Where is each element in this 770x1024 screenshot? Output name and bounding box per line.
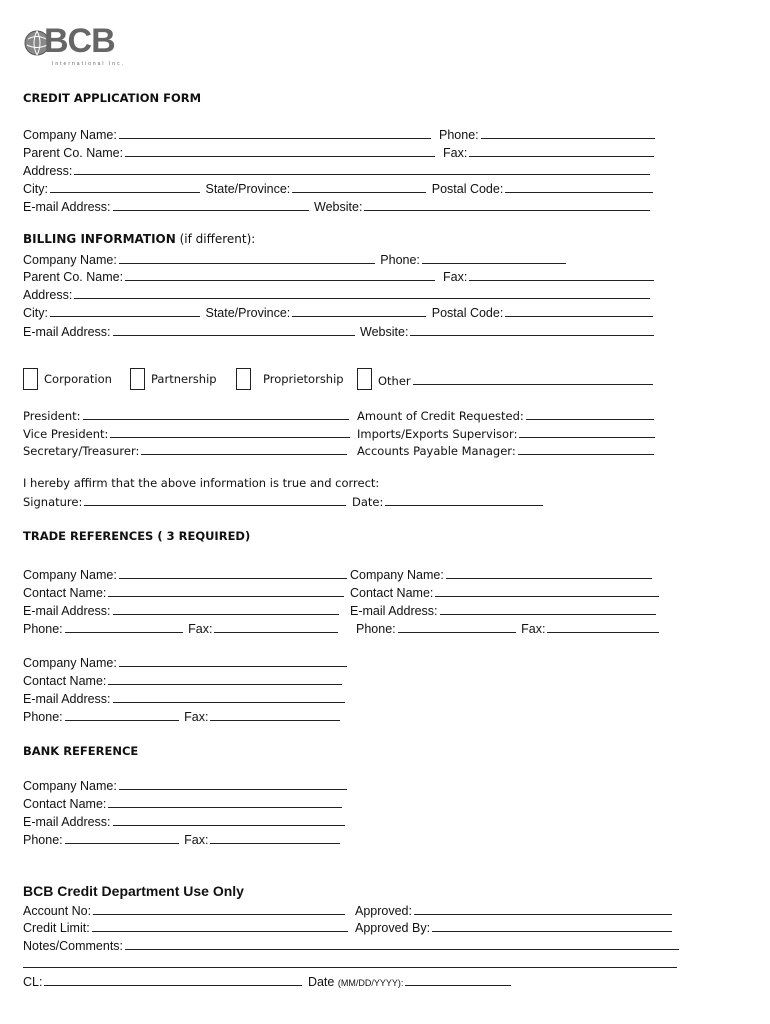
ap-manager-field[interactable] — [518, 442, 654, 455]
cl-date-format: (MM/DD/YYYY): — [337, 978, 404, 988]
trade-ref-1-phone-row — [23, 620, 349, 638]
trade-ref-3-contact-row — [23, 672, 349, 690]
cl-field[interactable] — [44, 973, 302, 986]
company-phone-label: Phone: — [439, 128, 479, 142]
billing-postal-label: Postal Code: — [431, 306, 504, 320]
billing-city-row — [23, 304, 655, 321]
president-label: President: — [23, 409, 81, 423]
other-label: Other — [378, 374, 411, 388]
account-no-row — [23, 902, 347, 919]
signature-row — [23, 493, 545, 509]
company-address-field[interactable] — [74, 162, 650, 175]
company-name-field[interactable] — [119, 126, 431, 139]
company-name-label: Company Name: — [23, 128, 117, 142]
trade-ref-2-phone-label: Phone: — [356, 622, 396, 636]
trade-ref-2-contact-field[interactable] — [435, 584, 659, 597]
trade-ref-2-email-label: E-mail Address: — [350, 604, 438, 618]
billing-postal-field[interactable] — [505, 304, 653, 317]
company-postal-field[interactable] — [505, 180, 653, 193]
company-city-label: City: — [23, 182, 48, 196]
ap-manager-row — [357, 442, 656, 458]
credit-limit-field[interactable] — [92, 919, 348, 932]
parent-co-row — [23, 144, 437, 161]
trade-ref-2-contact-row — [350, 584, 661, 602]
company-website-label: Website: — [314, 200, 363, 214]
parent-co-field[interactable] — [125, 144, 435, 157]
form-title: CREDIT APPLICATION FORM — [23, 91, 202, 105]
trade-ref-1-company-label: Company Name: — [23, 568, 117, 582]
trade-ref-2-fax-label: Fax: — [521, 622, 546, 636]
logo-subtitle: International Inc. — [52, 61, 125, 67]
credit-limit-row — [23, 919, 350, 936]
trade-ref-1 — [23, 566, 349, 638]
bank-ref-contact-field[interactable] — [108, 795, 342, 808]
billing-company-field[interactable] — [119, 251, 375, 264]
other-checkbox[interactable] — [357, 368, 372, 390]
trade-ref-1-company-field[interactable] — [119, 566, 347, 579]
trade-ref-3-contact-field[interactable] — [108, 672, 342, 685]
notes-row — [23, 937, 681, 954]
vice-president-label: Vice President: — [23, 427, 109, 441]
billing-heading-text: BILLING INFORMATION — [23, 232, 176, 246]
signature-field[interactable] — [84, 493, 346, 506]
trade-ref-3-email-row — [23, 690, 349, 708]
cl-label: CL: — [23, 975, 43, 989]
trade-ref-1-company-row — [23, 566, 349, 584]
company-city-field[interactable] — [50, 180, 200, 193]
vice-president-row — [23, 425, 352, 441]
trade-ref-3-email-field[interactable] — [113, 690, 345, 703]
ap-manager-label: Accounts Payable Manager: — [357, 444, 516, 458]
trade-ref-1-phone-label: Phone: — [23, 622, 63, 636]
company-address-label: Address: — [23, 164, 73, 178]
cl-date-label: Date — [307, 975, 335, 989]
approved-by-label: Approved By: — [355, 921, 431, 935]
trade-ref-3-email-label: E-mail Address: — [23, 692, 111, 706]
trade-ref-1-contact-field[interactable] — [108, 584, 344, 597]
secretary-row — [23, 442, 349, 458]
notes-label: Notes/Comments: — [23, 939, 124, 953]
billing-company-label: Company Name: — [23, 253, 117, 267]
account-no-label: Account No: — [23, 904, 92, 918]
billing-parent-label: Parent Co. Name: — [23, 270, 124, 284]
company-state-label: State/Province: — [205, 182, 291, 196]
logo-wordmark: BCB — [44, 22, 115, 60]
trade-ref-1-contact-label: Contact Name: — [23, 586, 107, 600]
cl-date-field[interactable] — [405, 973, 511, 986]
trade-ref-3 — [23, 654, 349, 726]
trade-ref-2-email-field[interactable] — [440, 602, 656, 615]
company-name-row — [23, 126, 433, 143]
trade-ref-3-fax-field[interactable] — [210, 708, 340, 721]
president-row — [23, 407, 351, 423]
trade-ref-2-company-row — [350, 566, 661, 584]
bank-ref-email-label: E-mail Address: — [23, 815, 111, 829]
partnership-checkbox[interactable] — [130, 368, 145, 390]
date-field[interactable] — [385, 493, 543, 506]
trade-ref-2-company-field[interactable] — [446, 566, 652, 579]
company-email-field[interactable] — [113, 198, 309, 211]
billing-address-label: Address: — [23, 288, 73, 302]
company-fax-label: Fax: — [443, 146, 468, 160]
imports-exports-field[interactable] — [519, 425, 655, 438]
trade-ref-3-contact-label: Contact Name: — [23, 674, 107, 688]
billing-state-field[interactable] — [292, 304, 426, 317]
trade-ref-3-phone-row — [23, 708, 349, 726]
trade-ref-1-email-row — [23, 602, 349, 620]
approved-by-row — [355, 919, 674, 936]
company-state-field[interactable] — [292, 180, 426, 193]
company-phone-field[interactable] — [481, 126, 655, 139]
trade-ref-3-fax-label: Fax: — [184, 710, 209, 724]
billing-parent-row — [23, 268, 437, 285]
bank-ref-email-field[interactable] — [113, 813, 345, 826]
president-field[interactable] — [83, 407, 349, 420]
billing-city-field[interactable] — [50, 304, 200, 317]
trade-ref-3-company-field[interactable] — [119, 654, 347, 667]
bank-ref-phone-row — [23, 831, 349, 849]
trade-ref-3-phone-label: Phone: — [23, 710, 63, 724]
imports-exports-label: Imports/Exports Supervisor: — [357, 427, 518, 441]
vice-president-field[interactable] — [110, 425, 350, 438]
billing-phone-field[interactable] — [422, 251, 566, 264]
trade-ref-1-contact-row — [23, 584, 349, 602]
account-no-field[interactable] — [93, 902, 345, 915]
billing-state-label: State/Province: — [205, 306, 291, 320]
affirmation-statement: I hereby affirm that the above information is true and correct: — [23, 476, 380, 490]
trade-ref-2-email-row — [350, 602, 661, 620]
trade-ref-2-contact-label: Contact Name: — [350, 586, 434, 600]
trade-ref-2-phone-row — [350, 620, 661, 638]
parent-co-label: Parent Co. Name: — [23, 146, 124, 160]
proprietorship-label: Proprietorship — [263, 372, 344, 386]
billing-email-label: E-mail Address: — [23, 325, 111, 339]
bank-ref-contact-row — [23, 795, 349, 813]
proprietorship-checkbox[interactable] — [236, 368, 251, 390]
trade-ref-2 — [350, 566, 661, 638]
date-label: Date: — [352, 495, 384, 509]
billing-website-field[interactable] — [410, 323, 654, 336]
company-phone-row — [439, 126, 657, 143]
credit-limit-label: Credit Limit: — [23, 921, 90, 935]
billing-address-row — [23, 286, 652, 303]
corporation-label: Corporation — [44, 372, 112, 386]
company-fax-field[interactable] — [469, 144, 654, 157]
notes-continuation-line[interactable] — [23, 967, 677, 968]
trade-ref-3-company-row — [23, 654, 349, 672]
trade-ref-1-fax-label: Fax: — [188, 622, 213, 636]
credit-requested-field[interactable] — [526, 407, 654, 420]
trade-ref-2-company-label: Company Name: — [350, 568, 444, 582]
billing-fax-row — [443, 268, 656, 285]
secretary-field[interactable] — [141, 442, 347, 455]
trade-ref-3-company-label: Company Name: — [23, 656, 117, 670]
bank-ref-fax-label: Fax: — [184, 833, 209, 847]
secretary-label: Secretary/Treasurer: — [23, 444, 140, 458]
bank-ref-company-row — [23, 777, 349, 795]
imports-exports-row — [357, 425, 657, 441]
company-email-label: E-mail Address: — [23, 200, 111, 214]
billing-website-label: Website: — [360, 325, 409, 339]
corporation-checkbox[interactable] — [23, 368, 38, 390]
other-row — [378, 372, 655, 388]
billing-email-field[interactable] — [113, 323, 355, 336]
approved-field[interactable] — [414, 902, 672, 915]
trade-ref-1-phone-field[interactable] — [65, 620, 183, 633]
bank-ref-company-label: Company Name: — [23, 779, 117, 793]
company-logo — [24, 24, 134, 72]
cl-row — [23, 973, 513, 991]
credit-requested-label: Amount of Credit Requested: — [357, 409, 524, 423]
billing-fax-field[interactable] — [469, 268, 654, 281]
billing-phone-label: Phone: — [380, 253, 420, 267]
trade-ref-2-fax-field[interactable] — [547, 620, 659, 633]
trade-ref-2-phone-field[interactable] — [398, 620, 516, 633]
company-fax-row — [443, 144, 656, 161]
internal-use-heading: BCB Credit Department Use Only — [23, 883, 244, 899]
bank-ref-phone-field[interactable] — [65, 831, 179, 844]
approved-row — [355, 902, 674, 919]
billing-parent-field[interactable] — [125, 268, 435, 281]
company-city-row — [23, 180, 655, 197]
trade-references-heading: TRADE REFERENCES ( 3 REQUIRED) — [23, 529, 251, 543]
signature-label: Signature: — [23, 495, 83, 509]
other-field[interactable] — [413, 372, 653, 385]
partnership-label: Partnership — [151, 372, 217, 386]
billing-company-row — [23, 251, 568, 268]
trade-ref-1-email-field[interactable] — [113, 602, 339, 615]
bank-ref-email-row — [23, 813, 349, 831]
bank-ref-fax-field[interactable] — [210, 831, 340, 844]
credit-requested-row — [357, 407, 656, 423]
billing-address-field[interactable] — [74, 286, 650, 299]
billing-email-row — [23, 323, 656, 340]
billing-heading-note: (if different): — [175, 232, 256, 246]
approved-label: Approved: — [355, 904, 412, 918]
bank-ref-company-field[interactable] — [119, 777, 347, 790]
company-email-row — [23, 198, 652, 215]
bank-reference-heading: BANK REFERENCE — [23, 744, 139, 758]
company-postal-label: Postal Code: — [431, 182, 504, 196]
billing-fax-label: Fax: — [443, 270, 468, 284]
approved-by-field[interactable] — [432, 919, 672, 932]
billing-city-label: City: — [23, 306, 48, 320]
trade-ref-1-email-label: E-mail Address: — [23, 604, 111, 618]
bank-ref-phone-label: Phone: — [23, 833, 63, 847]
bank-ref — [23, 777, 349, 849]
notes-field[interactable] — [125, 937, 679, 950]
company-website-field[interactable] — [364, 198, 650, 211]
billing-heading — [23, 232, 255, 246]
trade-ref-1-fax-field[interactable] — [214, 620, 338, 633]
bank-ref-contact-label: Contact Name: — [23, 797, 107, 811]
company-address-row — [23, 162, 652, 179]
trade-ref-3-phone-field[interactable] — [65, 708, 179, 721]
